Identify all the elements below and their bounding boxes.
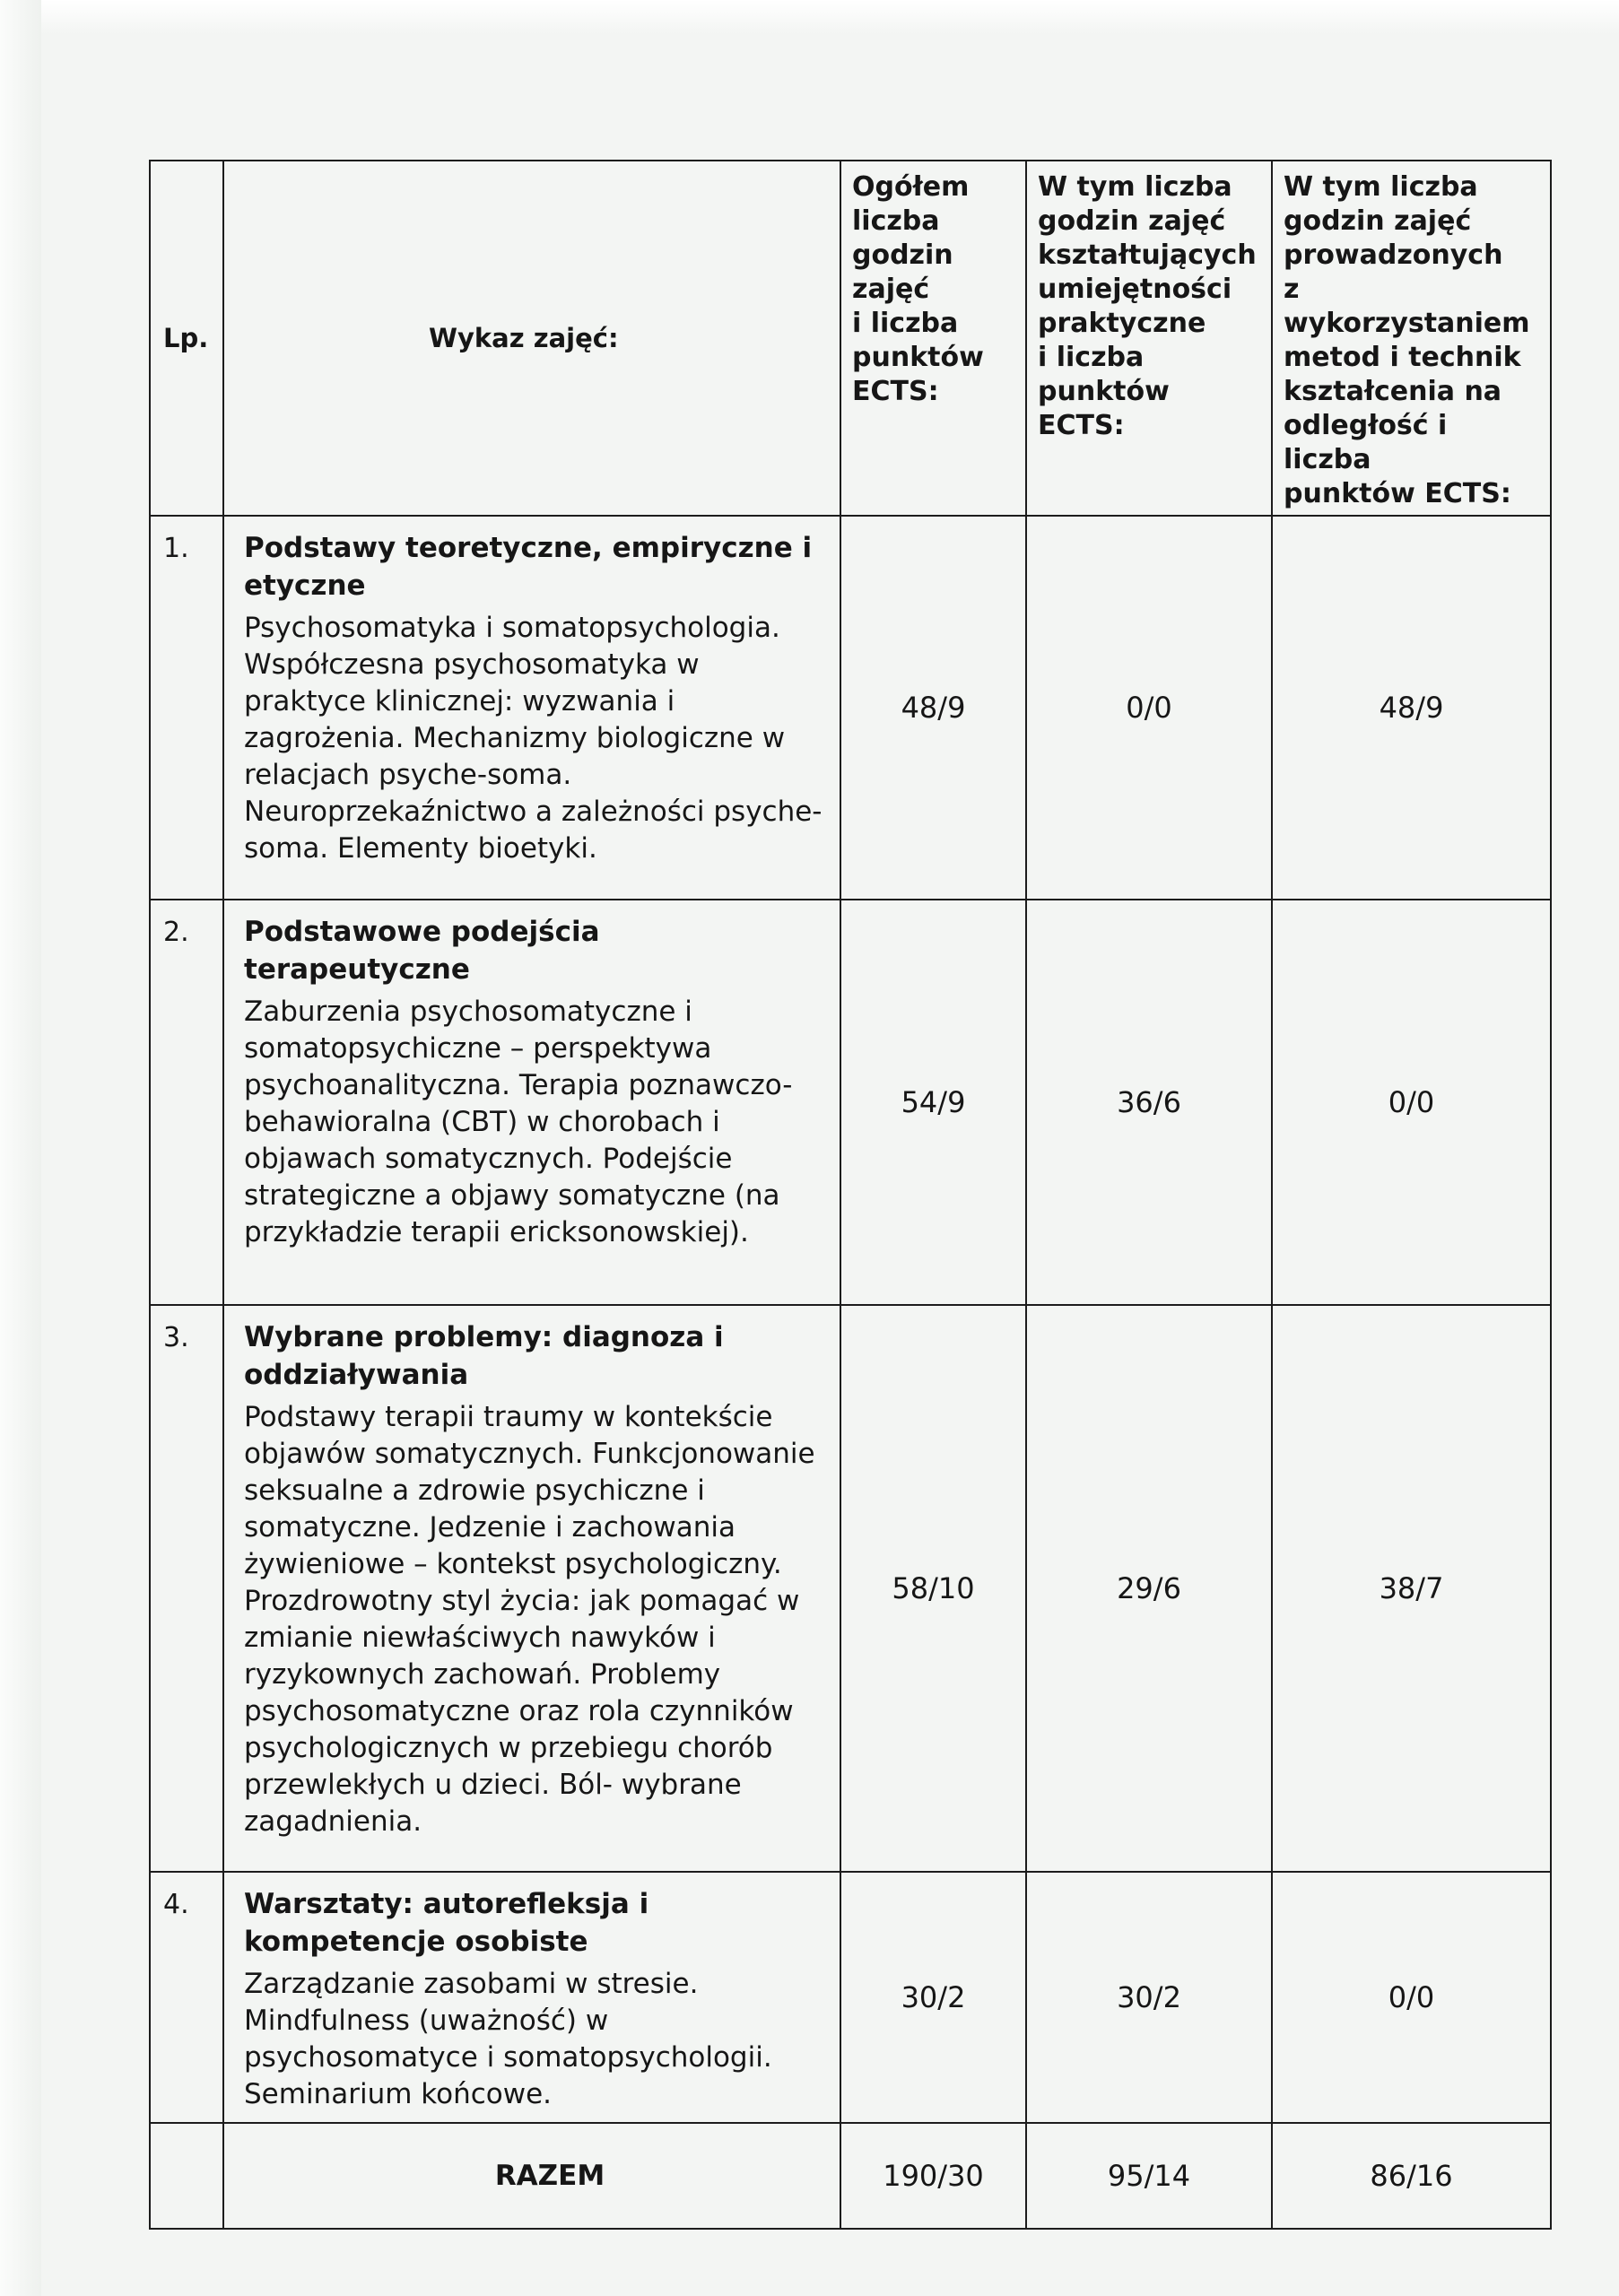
remote-hours-value: 48/9 (1272, 516, 1551, 900)
courses-table (149, 160, 1552, 2230)
row-number: 4. (150, 1872, 223, 2123)
module-description: Zaburzenia psychosomatyczne i somatopsychiczne – perspektywa psychoanalityczna. Terapia poznawczo-behawioralna (CBT) w chorobach i objawach somatycznych. Podejście strategiczne a objawy somatyczne (na przykładzie terapii ericksonowskiej). (244, 996, 793, 1248)
module-title: Podstawowe podejścia terapeutyczne (244, 916, 600, 986)
row-number: 3. (150, 1305, 223, 1872)
document-page (149, 160, 1550, 2230)
module-cell (223, 900, 840, 1305)
remote-hours-value: 38/7 (1272, 1305, 1551, 1872)
header-total-hours: Ogółem liczba godzin zajęć i liczba punktów ECTS: (840, 161, 1026, 516)
practical-hours-value: 36/6 (1026, 900, 1272, 1305)
total-hours-value: 30/2 (840, 1872, 1026, 2123)
remote-hours-value: 0/0 (1272, 900, 1551, 1305)
module-description: Podstawy terapii traumy w kontekście objawów somatycznych. Funkcjonowanie seksualne a zdrowie psychiczne i somatyczne. Jedzenie i zachowania żywieniowe – kontekst psychologiczny. Prozdrowotny styl życia: jak pomagać w zmianie niewłaściwych nawyków i ryzykownych zachowań. Problemy psychosomatyczne oraz rola czynników psychologicznych w przebiegu chorób przewlekłych u dzieci. Ból- wybrane zagadnienia. (244, 1401, 815, 1838)
header-remote-hours: W tym liczba godzin zajęć prowadzonych z wykorzystaniem metod i technik kształcenia na odległość i liczba punktów ECTS: (1272, 161, 1551, 516)
practical-hours-value: 29/6 (1026, 1305, 1272, 1872)
header-row (150, 161, 1551, 516)
total-hours-sum: 190/30 (840, 2123, 1026, 2229)
remote-hours-value: 0/0 (1272, 1872, 1551, 2123)
total-hours-value: 48/9 (840, 516, 1026, 900)
total-row (150, 2123, 1551, 2229)
header-lp: Lp. (150, 161, 223, 516)
table-row (150, 516, 1551, 900)
total-hours-value: 54/9 (840, 900, 1026, 1305)
module-cell (223, 516, 840, 900)
module-cell (223, 1872, 840, 2123)
total-hours-value: 58/10 (840, 1305, 1026, 1872)
module-description: Psychosomatyka i somatopsychologia. Współczesna psychosomatyka w praktyce klinicznej: wyzwania i zagrożenia. Mechanizmy biologiczne w relacjach psyche-soma. Neuroprzekaźnictwo a zależności psyche-soma. Elementy bioetyki. (244, 612, 823, 865)
header-practical-hours: W tym liczba godzin zajęć kształtujących umiejętności praktyczne i liczba punktów ECTS: (1026, 161, 1272, 516)
table-row (150, 1305, 1551, 1872)
total-label: RAZEM (223, 2123, 840, 2229)
practical-hours-sum: 95/14 (1026, 2123, 1272, 2229)
module-title: Warsztaty: autorefleksja i kompetencje osobiste (244, 1888, 649, 1958)
practical-hours-value: 0/0 (1026, 516, 1272, 900)
module-description: Zarządzanie zasobami w stresie. Mindfulness (uważność) w psychosomatyce i somatopsychologii. Seminarium końcowe. (244, 1968, 772, 2110)
table-row (150, 1872, 1551, 2123)
scan-edge (0, 0, 1619, 34)
practical-hours-value: 30/2 (1026, 1872, 1272, 2123)
scan-edge-left (0, 0, 41, 2296)
row-number: 1. (150, 516, 223, 900)
table-row (150, 900, 1551, 1305)
module-title: Wybrane problemy: diagnoza i oddziaływania (244, 1321, 724, 1391)
row-number: 2. (150, 900, 223, 1305)
remote-hours-sum: 86/16 (1272, 2123, 1551, 2229)
header-course-list: Wykaz zajęć: (223, 161, 840, 516)
module-title: Podstawy teoretyczne, empiryczne i etyczne (244, 532, 813, 602)
module-cell (223, 1305, 840, 1872)
total-row-empty (150, 2123, 223, 2229)
